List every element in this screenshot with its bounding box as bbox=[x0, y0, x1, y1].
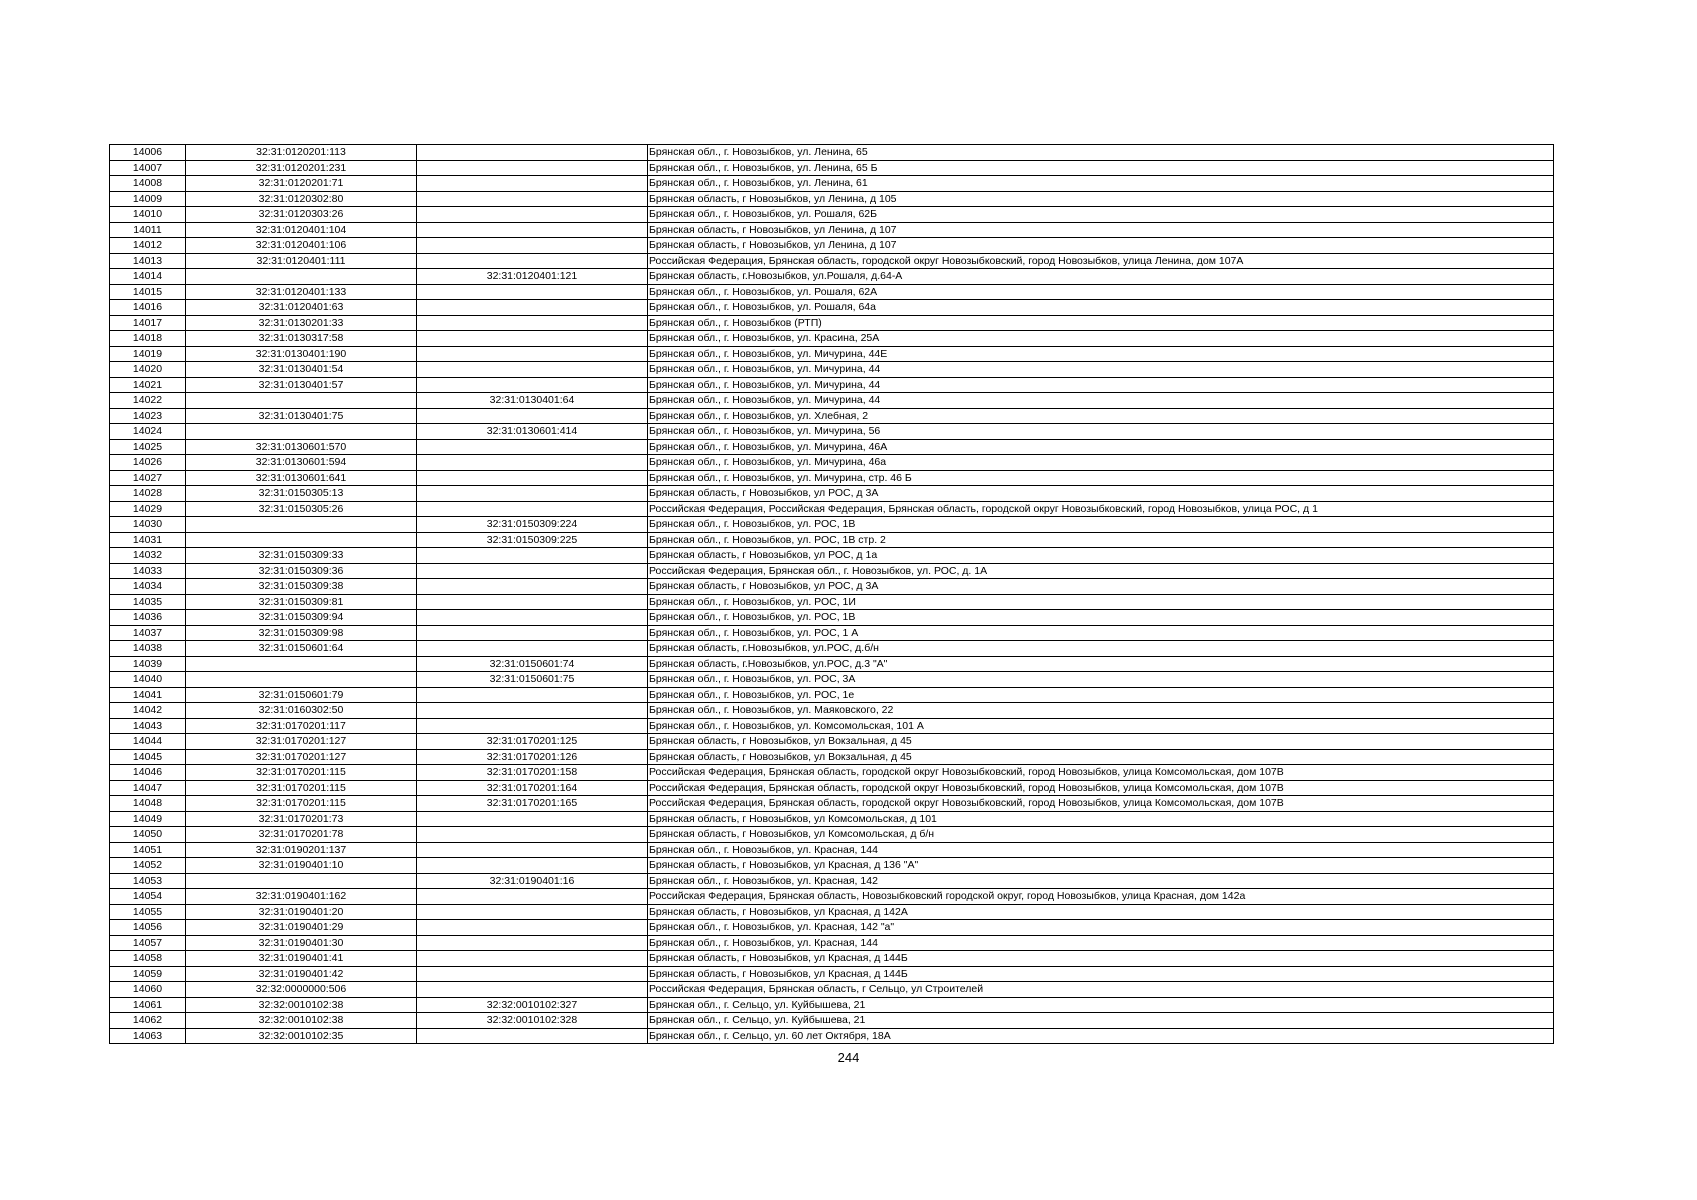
address-cell: Брянская обл., г. Новозыбков, ул. РОС, 1 А bbox=[648, 625, 1554, 641]
address-cell: Российская Федерация, Российская Федерация, Брянская область, городской округ Новозыбковский, город Новозыбков, улица РОС, д 1 bbox=[648, 501, 1554, 517]
table-row bbox=[110, 796, 1554, 812]
cadastral-number-cell: 32:31:0190401:30 bbox=[186, 935, 417, 951]
table-row bbox=[110, 517, 1554, 533]
cadastral-number-cell bbox=[186, 269, 417, 285]
related-cadastral-number-cell bbox=[417, 331, 648, 347]
cadastral-number-cell: 32:31:0120401:111 bbox=[186, 253, 417, 269]
table-row bbox=[110, 284, 1554, 300]
cadastral-number-cell bbox=[186, 393, 417, 409]
row-number-cell: 14025 bbox=[110, 439, 186, 455]
row-number-cell: 14013 bbox=[110, 253, 186, 269]
related-cadastral-number-cell bbox=[417, 610, 648, 626]
related-cadastral-number-cell bbox=[417, 238, 648, 254]
related-cadastral-number-cell bbox=[417, 935, 648, 951]
cadastral-number-cell: 32:31:0130401:190 bbox=[186, 346, 417, 362]
related-cadastral-number-cell: 32:31:0130401:64 bbox=[417, 393, 648, 409]
address-cell: Брянская обл., г. Новозыбков, ул. Ленина, 61 bbox=[648, 176, 1554, 192]
row-number-cell: 14052 bbox=[110, 858, 186, 874]
related-cadastral-number-cell bbox=[417, 222, 648, 238]
address-cell: Брянская область, г Новозыбков, ул Комсомольская, д 101 bbox=[648, 811, 1554, 827]
cadastral-number-cell: 32:31:0130401:57 bbox=[186, 377, 417, 393]
related-cadastral-number-cell bbox=[417, 687, 648, 703]
related-cadastral-number-cell: 32:32:0010102:328 bbox=[417, 1013, 648, 1029]
row-number-cell: 14007 bbox=[110, 160, 186, 176]
cadastral-number-cell: 32:31:0130317:58 bbox=[186, 331, 417, 347]
table-row bbox=[110, 222, 1554, 238]
row-number-cell: 14042 bbox=[110, 703, 186, 719]
table-row bbox=[110, 191, 1554, 207]
cadastral-number-cell: 32:31:0160302:50 bbox=[186, 703, 417, 719]
table-row bbox=[110, 579, 1554, 595]
row-number-cell: 14029 bbox=[110, 501, 186, 517]
row-number-cell: 14035 bbox=[110, 594, 186, 610]
related-cadastral-number-cell bbox=[417, 811, 648, 827]
related-cadastral-number-cell bbox=[417, 1028, 648, 1044]
address-cell: Российская Федерация, Брянская область, городской округ Новозыбковский, город Новозыбков, улица Комсомольская, дом 107В bbox=[648, 780, 1554, 796]
cadastral-number-cell bbox=[186, 517, 417, 533]
table-row bbox=[110, 594, 1554, 610]
table-body bbox=[110, 145, 1554, 1044]
cadastral-number-cell: 32:31:0130601:570 bbox=[186, 439, 417, 455]
address-cell: Брянская обл., г. Новозыбков, ул. Рошаля, 64а bbox=[648, 300, 1554, 316]
row-number-cell: 14063 bbox=[110, 1028, 186, 1044]
related-cadastral-number-cell bbox=[417, 904, 648, 920]
related-cadastral-number-cell bbox=[417, 455, 648, 471]
address-cell: Брянская обл., г. Новозыбков, ул. Рошаля, 62А bbox=[648, 284, 1554, 300]
row-number-cell: 14054 bbox=[110, 889, 186, 905]
related-cadastral-number-cell bbox=[417, 346, 648, 362]
address-cell: Брянская обл., г. Новозыбков, ул. Красная, 144 bbox=[648, 842, 1554, 858]
related-cadastral-number-cell bbox=[417, 548, 648, 564]
row-number-cell: 14053 bbox=[110, 873, 186, 889]
cadastral-number-cell: 32:31:0150309:33 bbox=[186, 548, 417, 564]
address-cell: Брянская обл., г. Новозыбков, ул. Мичурина, 44 bbox=[648, 362, 1554, 378]
table-row bbox=[110, 811, 1554, 827]
address-cell: Брянская область, г.Новозыбков, ул.Рошаля, д.64-А bbox=[648, 269, 1554, 285]
row-number-cell: 14028 bbox=[110, 486, 186, 502]
row-number-cell: 14039 bbox=[110, 656, 186, 672]
address-cell: Российская Федерация, Брянская область, Новозыбковский городской округ, город Новозыбков, улица Красная, дом 142а bbox=[648, 889, 1554, 905]
cadastral-number-cell: 32:31:0150305:13 bbox=[186, 486, 417, 502]
table-row bbox=[110, 532, 1554, 548]
related-cadastral-number-cell bbox=[417, 641, 648, 657]
table-row bbox=[110, 548, 1554, 564]
cadastral-number-cell: 32:31:0190401:10 bbox=[186, 858, 417, 874]
cadastral-number-cell: 32:31:0120401:63 bbox=[186, 300, 417, 316]
cadastral-number-cell bbox=[186, 532, 417, 548]
related-cadastral-number-cell bbox=[417, 858, 648, 874]
related-cadastral-number-cell: 32:31:0170201:125 bbox=[417, 734, 648, 750]
row-number-cell: 14020 bbox=[110, 362, 186, 378]
table-row bbox=[110, 765, 1554, 781]
cadastral-number-cell: 32:31:0150309:94 bbox=[186, 610, 417, 626]
address-cell: Брянская область, г Новозыбков, ул Вокзальная, д 45 bbox=[648, 734, 1554, 750]
cadastral-number-cell: 32:31:0190401:42 bbox=[186, 966, 417, 982]
table-row bbox=[110, 858, 1554, 874]
row-number-cell: 14011 bbox=[110, 222, 186, 238]
address-cell: Брянская обл., г. Новозыбков, ул. Красная, 144 bbox=[648, 935, 1554, 951]
related-cadastral-number-cell bbox=[417, 160, 648, 176]
cadastral-number-cell: 32:32:0000000:506 bbox=[186, 982, 417, 998]
related-cadastral-number-cell bbox=[417, 207, 648, 223]
cadastral-number-cell: 32:31:0120303:26 bbox=[186, 207, 417, 223]
table-row bbox=[110, 718, 1554, 734]
cadastral-number-cell: 32:31:0190201:137 bbox=[186, 842, 417, 858]
cadastral-number-cell: 32:32:0010102:38 bbox=[186, 997, 417, 1013]
related-cadastral-number-cell bbox=[417, 176, 648, 192]
address-cell: Брянская область, г.Новозыбков, ул.РОС, д.3 "А" bbox=[648, 656, 1554, 672]
table-row bbox=[110, 300, 1554, 316]
table-row bbox=[110, 269, 1554, 285]
row-number-cell: 14062 bbox=[110, 1013, 186, 1029]
cadastral-number-cell: 32:31:0150309:36 bbox=[186, 563, 417, 579]
table-row bbox=[110, 439, 1554, 455]
address-cell: Российская Федерация, Брянская область, городской округ Новозыбковский, город Новозыбков, улица Комсомольская, дом 107В bbox=[648, 796, 1554, 812]
row-number-cell: 14034 bbox=[110, 579, 186, 595]
related-cadastral-number-cell bbox=[417, 284, 648, 300]
row-number-cell: 14023 bbox=[110, 408, 186, 424]
cadastral-number-cell: 32:31:0190401:29 bbox=[186, 920, 417, 936]
cadastral-number-cell: 32:31:0120201:71 bbox=[186, 176, 417, 192]
table-row bbox=[110, 315, 1554, 331]
row-number-cell: 14026 bbox=[110, 455, 186, 471]
related-cadastral-number-cell bbox=[417, 579, 648, 595]
address-cell: Брянская область, г Новозыбков, ул Красная, д 142А bbox=[648, 904, 1554, 920]
address-cell: Брянская область, г.Новозыбков, ул.РОС, д.б/н bbox=[648, 641, 1554, 657]
related-cadastral-number-cell bbox=[417, 145, 648, 161]
address-cell: Брянская обл., г. Новозыбков, ул. РОС, 3А bbox=[648, 672, 1554, 688]
address-cell: Брянская область, г Новозыбков, ул Комсомольская, д б/н bbox=[648, 827, 1554, 843]
table-row bbox=[110, 346, 1554, 362]
table-row bbox=[110, 873, 1554, 889]
related-cadastral-number-cell: 32:31:0150601:75 bbox=[417, 672, 648, 688]
table-row bbox=[110, 827, 1554, 843]
cadastral-number-cell bbox=[186, 656, 417, 672]
cadastral-number-cell: 32:31:0190401:41 bbox=[186, 951, 417, 967]
row-number-cell: 14006 bbox=[110, 145, 186, 161]
page-number: 244 bbox=[837, 1050, 860, 1065]
row-number-cell: 14049 bbox=[110, 811, 186, 827]
related-cadastral-number-cell: 32:31:0170201:164 bbox=[417, 780, 648, 796]
row-number-cell: 14016 bbox=[110, 300, 186, 316]
address-cell: Брянская обл., г. Новозыбков, ул. Ленина, 65 bbox=[648, 145, 1554, 161]
address-cell: Брянская область, г Новозыбков, ул Красная, д 144Б bbox=[648, 966, 1554, 982]
table-row bbox=[110, 408, 1554, 424]
related-cadastral-number-cell: 32:31:0170201:158 bbox=[417, 765, 648, 781]
address-cell: Российская Федерация, Брянская область, городской округ Новозыбковский, город Новозыбков, улица Комсомольская, дом 107В bbox=[648, 765, 1554, 781]
address-cell: Брянская обл., г. Новозыбков, ул. Красная, 142 "а" bbox=[648, 920, 1554, 936]
row-number-cell: 14036 bbox=[110, 610, 186, 626]
cadastral-number-cell: 32:31:0170201:73 bbox=[186, 811, 417, 827]
row-number-cell: 14041 bbox=[110, 687, 186, 703]
related-cadastral-number-cell: 32:31:0150309:225 bbox=[417, 532, 648, 548]
row-number-cell: 14015 bbox=[110, 284, 186, 300]
cadastral-number-cell: 32:31:0170201:115 bbox=[186, 796, 417, 812]
related-cadastral-number-cell bbox=[417, 827, 648, 843]
row-number-cell: 14008 bbox=[110, 176, 186, 192]
row-number-cell: 14018 bbox=[110, 331, 186, 347]
row-number-cell: 14010 bbox=[110, 207, 186, 223]
related-cadastral-number-cell: 32:31:0170201:126 bbox=[417, 749, 648, 765]
address-cell: Брянская обл., г. Сельцо, ул. Куйбышева, 21 bbox=[648, 997, 1554, 1013]
related-cadastral-number-cell: 32:32:0010102:327 bbox=[417, 997, 648, 1013]
address-cell: Брянская обл., г. Новозыбков, ул. Мичурина, 44 bbox=[648, 377, 1554, 393]
address-cell: Брянская обл., г. Новозыбков, ул. Комсомольская, 101 А bbox=[648, 718, 1554, 734]
related-cadastral-number-cell: 32:31:0150601:74 bbox=[417, 656, 648, 672]
table-row bbox=[110, 904, 1554, 920]
table-row bbox=[110, 253, 1554, 269]
address-cell: Брянская область, г Новозыбков, ул РОС, д 3А bbox=[648, 486, 1554, 502]
table-row bbox=[110, 997, 1554, 1013]
address-cell: Брянская область, г Новозыбков, ул Красная, д 144Б bbox=[648, 951, 1554, 967]
cadastral-number-cell: 32:31:0150305:26 bbox=[186, 501, 417, 517]
cadastral-number-cell: 32:31:0120201:113 bbox=[186, 145, 417, 161]
related-cadastral-number-cell: 32:31:0190401:16 bbox=[417, 873, 648, 889]
address-cell: Брянская обл., г. Новозыбков, ул. Хлебная, 2 bbox=[648, 408, 1554, 424]
row-number-cell: 14021 bbox=[110, 377, 186, 393]
cadastral-number-cell: 32:31:0120401:133 bbox=[186, 284, 417, 300]
row-number-cell: 14055 bbox=[110, 904, 186, 920]
address-cell: Брянская область, г Новозыбков, ул РОС, д 1а bbox=[648, 548, 1554, 564]
related-cadastral-number-cell: 32:31:0170201:165 bbox=[417, 796, 648, 812]
address-cell: Брянская обл., г. Новозыбков, ул. РОС, 1В bbox=[648, 610, 1554, 626]
table-row bbox=[110, 238, 1554, 254]
cadastral-number-cell: 32:32:0010102:38 bbox=[186, 1013, 417, 1029]
row-number-cell: 14046 bbox=[110, 765, 186, 781]
cadastral-number-cell: 32:31:0130201:33 bbox=[186, 315, 417, 331]
row-number-cell: 14033 bbox=[110, 563, 186, 579]
table-row bbox=[110, 207, 1554, 223]
related-cadastral-number-cell bbox=[417, 594, 648, 610]
row-number-cell: 14012 bbox=[110, 238, 186, 254]
table-row bbox=[110, 672, 1554, 688]
row-number-cell: 14047 bbox=[110, 780, 186, 796]
cadastral-number-cell: 32:31:0170201:127 bbox=[186, 734, 417, 750]
row-number-cell: 14058 bbox=[110, 951, 186, 967]
address-cell: Российская Федерация, Брянская обл., г. Новозыбков, ул. РОС, д. 1А bbox=[648, 563, 1554, 579]
table-row bbox=[110, 951, 1554, 967]
related-cadastral-number-cell bbox=[417, 408, 648, 424]
related-cadastral-number-cell bbox=[417, 253, 648, 269]
address-cell: Брянская обл., г. Новозыбков, ул. РОС, 1В bbox=[648, 517, 1554, 533]
cadastral-number-cell: 32:31:0130601:594 bbox=[186, 455, 417, 471]
related-cadastral-number-cell bbox=[417, 470, 648, 486]
row-number-cell: 14059 bbox=[110, 966, 186, 982]
row-number-cell: 14031 bbox=[110, 532, 186, 548]
cadastral-number-cell bbox=[186, 873, 417, 889]
cadastral-number-cell: 32:31:0190401:20 bbox=[186, 904, 417, 920]
cadastral-number-cell: 32:31:0170201:78 bbox=[186, 827, 417, 843]
cadastral-number-cell: 32:31:0150601:64 bbox=[186, 641, 417, 657]
related-cadastral-number-cell bbox=[417, 951, 648, 967]
table-row bbox=[110, 656, 1554, 672]
row-number-cell: 14009 bbox=[110, 191, 186, 207]
cadastral-number-cell: 32:31:0170201:115 bbox=[186, 780, 417, 796]
address-cell: Брянская область, г Новозыбков, ул Ленина, д 107 bbox=[648, 222, 1554, 238]
row-number-cell: 14017 bbox=[110, 315, 186, 331]
cadastral-number-cell: 32:31:0150309:38 bbox=[186, 579, 417, 595]
address-cell: Брянская область, г Новозыбков, ул Вокзальная, д 45 bbox=[648, 749, 1554, 765]
address-cell: Брянская обл., г. Новозыбков, ул. РОС, 1В стр. 2 bbox=[648, 532, 1554, 548]
cadastral-number-cell: 32:31:0120302:80 bbox=[186, 191, 417, 207]
address-cell: Брянская область, г Новозыбков, ул РОС, д 3А bbox=[648, 579, 1554, 595]
address-cell: Брянская область, г Новозыбков, ул Ленина, д 105 bbox=[648, 191, 1554, 207]
row-number-cell: 14027 bbox=[110, 470, 186, 486]
table-row bbox=[110, 145, 1554, 161]
related-cadastral-number-cell bbox=[417, 625, 648, 641]
cadastral-number-cell: 32:31:0170201:127 bbox=[186, 749, 417, 765]
address-cell: Брянская обл., г. Новозыбков, ул. Красина, 25А bbox=[648, 331, 1554, 347]
related-cadastral-number-cell bbox=[417, 703, 648, 719]
row-number-cell: 14019 bbox=[110, 346, 186, 362]
row-number-cell: 14050 bbox=[110, 827, 186, 843]
cadastral-number-cell bbox=[186, 424, 417, 440]
row-number-cell: 14038 bbox=[110, 641, 186, 657]
table-row bbox=[110, 687, 1554, 703]
row-number-cell: 14060 bbox=[110, 982, 186, 998]
cadastral-number-cell: 32:31:0130601:641 bbox=[186, 470, 417, 486]
cadastral-number-cell: 32:31:0120201:231 bbox=[186, 160, 417, 176]
table-row bbox=[110, 563, 1554, 579]
related-cadastral-number-cell bbox=[417, 842, 648, 858]
document-table bbox=[109, 144, 1554, 1044]
cadastral-number-cell: 32:31:0120401:104 bbox=[186, 222, 417, 238]
table-row bbox=[110, 920, 1554, 936]
related-cadastral-number-cell bbox=[417, 718, 648, 734]
cadastral-number-cell: 32:31:0150601:79 bbox=[186, 687, 417, 703]
cadastral-number-cell: 32:31:0130401:75 bbox=[186, 408, 417, 424]
address-cell: Брянская обл., г. Новозыбков, ул. Красная, 142 bbox=[648, 873, 1554, 889]
row-number-cell: 14056 bbox=[110, 920, 186, 936]
table-row bbox=[110, 424, 1554, 440]
table-row bbox=[110, 486, 1554, 502]
row-number-cell: 14032 bbox=[110, 548, 186, 564]
related-cadastral-number-cell bbox=[417, 486, 648, 502]
table-row bbox=[110, 1013, 1554, 1029]
address-cell: Брянская обл., г. Новозыбков, ул. Рошаля, 62Б bbox=[648, 207, 1554, 223]
related-cadastral-number-cell bbox=[417, 300, 648, 316]
row-number-cell: 14045 bbox=[110, 749, 186, 765]
cadastral-number-cell: 32:31:0170201:115 bbox=[186, 765, 417, 781]
related-cadastral-number-cell bbox=[417, 377, 648, 393]
address-cell: Брянская обл., г. Новозыбков (РТП) bbox=[648, 315, 1554, 331]
row-number-cell: 14022 bbox=[110, 393, 186, 409]
table-row bbox=[110, 470, 1554, 486]
related-cadastral-number-cell bbox=[417, 889, 648, 905]
cadastral-number-cell: 32:31:0130401:54 bbox=[186, 362, 417, 378]
address-cell: Брянская обл., г. Новозыбков, ул. Ленина, 65 Б bbox=[648, 160, 1554, 176]
table-row bbox=[110, 889, 1554, 905]
table-row bbox=[110, 625, 1554, 641]
table-row bbox=[110, 966, 1554, 982]
row-number-cell: 14061 bbox=[110, 997, 186, 1013]
related-cadastral-number-cell bbox=[417, 362, 648, 378]
related-cadastral-number-cell: 32:31:0130601:414 bbox=[417, 424, 648, 440]
row-number-cell: 14037 bbox=[110, 625, 186, 641]
table-row bbox=[110, 362, 1554, 378]
cadastral-number-cell: 32:31:0150309:81 bbox=[186, 594, 417, 610]
related-cadastral-number-cell bbox=[417, 501, 648, 517]
table-row bbox=[110, 331, 1554, 347]
table-row bbox=[110, 641, 1554, 657]
table-row bbox=[110, 610, 1554, 626]
related-cadastral-number-cell bbox=[417, 191, 648, 207]
table-row bbox=[110, 455, 1554, 471]
related-cadastral-number-cell bbox=[417, 920, 648, 936]
table-row bbox=[110, 501, 1554, 517]
table-row bbox=[110, 377, 1554, 393]
row-number-cell: 14044 bbox=[110, 734, 186, 750]
table-row bbox=[110, 734, 1554, 750]
address-cell: Брянская обл., г. Новозыбков, ул. Мичурина, 56 bbox=[648, 424, 1554, 440]
row-number-cell: 14030 bbox=[110, 517, 186, 533]
table-row bbox=[110, 393, 1554, 409]
row-number-cell: 14051 bbox=[110, 842, 186, 858]
row-number-cell: 14040 bbox=[110, 672, 186, 688]
related-cadastral-number-cell bbox=[417, 315, 648, 331]
address-cell: Брянская область, г Новозыбков, ул Красная, д 136 "А" bbox=[648, 858, 1554, 874]
cadastral-number-cell: 32:32:0010102:35 bbox=[186, 1028, 417, 1044]
table-row bbox=[110, 749, 1554, 765]
cadastral-number-cell: 32:31:0170201:117 bbox=[186, 718, 417, 734]
address-cell: Брянская обл., г. Новозыбков, ул. Мичурина, 44Е bbox=[648, 346, 1554, 362]
table-row bbox=[110, 780, 1554, 796]
table-row bbox=[110, 160, 1554, 176]
table-row bbox=[110, 842, 1554, 858]
table-row bbox=[110, 1028, 1554, 1044]
related-cadastral-number-cell: 32:31:0120401:121 bbox=[417, 269, 648, 285]
address-cell: Брянская обл., г. Новозыбков, ул. Мичурина, 46А bbox=[648, 439, 1554, 455]
row-number-cell: 14014 bbox=[110, 269, 186, 285]
row-number-cell: 14048 bbox=[110, 796, 186, 812]
row-number-cell: 14043 bbox=[110, 718, 186, 734]
related-cadastral-number-cell bbox=[417, 563, 648, 579]
cadastral-number-cell bbox=[186, 672, 417, 688]
related-cadastral-number-cell: 32:31:0150309:224 bbox=[417, 517, 648, 533]
address-cell: Брянская область, г Новозыбков, ул Ленина, д 107 bbox=[648, 238, 1554, 254]
address-cell: Брянская обл., г. Новозыбков, ул. Мичурина, 44 bbox=[648, 393, 1554, 409]
row-number-cell: 14024 bbox=[110, 424, 186, 440]
address-cell: Брянская обл., г. Новозыбков, ул. Маяковского, 22 bbox=[648, 703, 1554, 719]
related-cadastral-number-cell bbox=[417, 439, 648, 455]
address-cell: Российская Федерация, Брянская область, городской округ Новозыбковский, город Новозыбков, улица Ленина, дом 107А bbox=[648, 253, 1554, 269]
address-cell: Брянская обл., г. Сельцо, ул. Куйбышева, 21 bbox=[648, 1013, 1554, 1029]
table-row bbox=[110, 982, 1554, 998]
address-cell: Российская Федерация, Брянская область, г Сельцо, ул Строителей bbox=[648, 982, 1554, 998]
address-cell: Брянская обл., г. Сельцо, ул. 60 лет Октября, 18А bbox=[648, 1028, 1554, 1044]
related-cadastral-number-cell bbox=[417, 982, 648, 998]
address-cell: Брянская обл., г. Новозыбков, ул. РОС, 1е bbox=[648, 687, 1554, 703]
related-cadastral-number-cell bbox=[417, 966, 648, 982]
table-row bbox=[110, 176, 1554, 192]
row-number-cell: 14057 bbox=[110, 935, 186, 951]
cadastral-number-cell: 32:31:0120401:106 bbox=[186, 238, 417, 254]
address-cell: Брянская обл., г. Новозыбков, ул. РОС, 1И bbox=[648, 594, 1554, 610]
address-cell: Брянская обл., г. Новозыбков, ул. Мичурина, стр. 46 Б bbox=[648, 470, 1554, 486]
table-row bbox=[110, 703, 1554, 719]
cadastral-number-cell: 32:31:0150309:98 bbox=[186, 625, 417, 641]
address-cell: Брянская обл., г. Новозыбков, ул. Мичурина, 46а bbox=[648, 455, 1554, 471]
table-row bbox=[110, 935, 1554, 951]
cadastral-number-cell: 32:31:0190401:162 bbox=[186, 889, 417, 905]
